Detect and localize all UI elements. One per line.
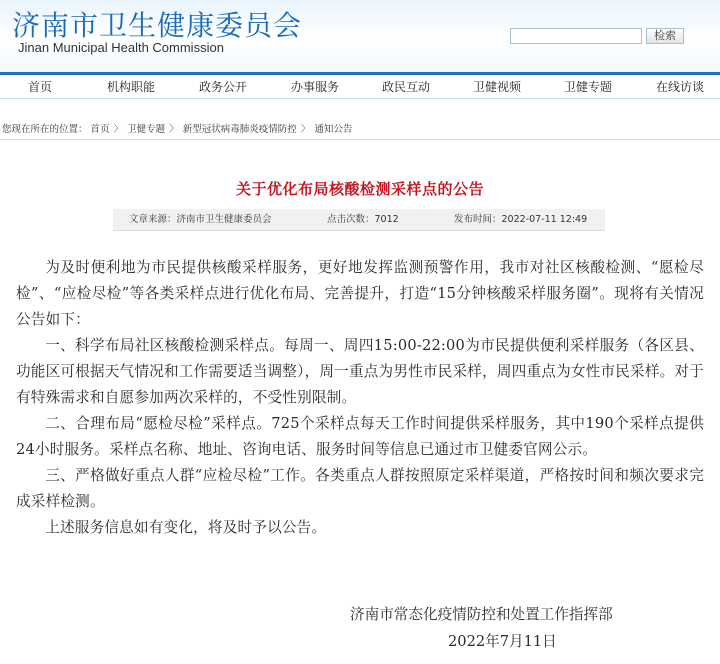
breadcrumb-covid-control[interactable]: 新型冠状病毒肺炎疫情防控 [182, 124, 297, 135]
subnav-band [0, 99, 720, 119]
breadcrumb-notices[interactable]: 通知公告 [314, 124, 353, 135]
nav-item-services[interactable]: 办事服务 [291, 80, 340, 94]
site-header [0, 0, 720, 72]
meta-published-label: 发布时间： [454, 214, 502, 225]
breadcrumb [0, 120, 720, 140]
breadcrumb-separator: 〉 [169, 124, 179, 135]
nav-item-functions[interactable]: 机构职能 [107, 80, 156, 94]
article-paragraph: 二、合理布局“愿检尽检”采样点。725个采样点每天工作时间提供采样服务，其中190个采样点提供24小时服务。采样点名称、地址、咨询电话、服务时间等信息已通过市卫健委官网公示。 [16, 415, 704, 458]
search-button[interactable]: 检索 [646, 28, 684, 44]
meta-published-value: 2022-07-11 12:49 [501, 214, 588, 225]
nav-item-government-affairs[interactable]: 政务公开 [199, 80, 248, 94]
nav-item-interviews[interactable]: 在线访谈 [656, 80, 705, 94]
article-paragraph: 为及时便利地为市民提供核酸采样服务，更好地发挥监测预警作用，我市对社区核酸检测、“愿检尽检”、“应检尽检”等各类采样点进行优化布局、完善提升，打造“15分钟核酸采样服务圈”。现将有关情况公告如下： [16, 259, 704, 328]
article-signature: 济南市常态化疫情防控和处置工作指挥部 [350, 606, 613, 623]
article-body [16, 255, 704, 541]
nav-item-videos[interactable]: 卫健视频 [473, 80, 522, 94]
site-subtitle: Jinan Municipal Health Commission [18, 40, 224, 55]
meta-clicks-label: 点击次数： [327, 214, 375, 225]
meta-clicks [327, 209, 399, 231]
article-meta [113, 209, 605, 231]
nav-item-topics[interactable]: 卫健专题 [564, 80, 613, 94]
breadcrumb-prefix: 您现在所在的位置： [2, 124, 88, 135]
breadcrumb-separator: 〉 [113, 124, 124, 135]
breadcrumb-topics[interactable]: 卫健专题 [127, 124, 166, 135]
breadcrumb-home[interactable]: 首页 [90, 124, 110, 135]
article-paragraph: 三、严格做好重点人群“应检尽检”工作。各类重点人群按照原定采样渠道，严格按时间和频次要求完成采样检测。 [16, 467, 704, 510]
meta-source-label: 文章来源： [129, 214, 177, 225]
meta-clicks-value: 7012 [374, 214, 399, 225]
nav-item-interaction[interactable]: 政民互动 [382, 80, 431, 94]
main-nav [0, 75, 720, 99]
article-title: 关于优化布局核酸检测采样点的公告 [235, 180, 484, 198]
article-paragraph: 一、科学布局社区核酸检测采样点。每周一、周四15:00-22:00为市民提供便利采样服务（各区县、功能区可根据天气情况和工作需要适当调整），周一重点为男性市民采样，周四重点为女性市民采样。对于有特殊需求和自愿参加两次采样的，不受性别限制。 [16, 337, 705, 406]
site-title[interactable]: 济南市卫生健康委员会 [12, 9, 303, 42]
meta-source [129, 209, 272, 231]
search-input[interactable] [510, 28, 642, 44]
nav-item-home[interactable]: 首页 [28, 80, 53, 94]
meta-source-value: 济南市卫生健康委员会 [176, 214, 272, 225]
breadcrumb-separator: 〉 [300, 124, 311, 135]
article-paragraph: 上述服务信息如有变化，将及时予以公告。 [45, 519, 327, 536]
article-date: 2022年7月11日 [448, 633, 557, 650]
meta-published [454, 209, 587, 231]
